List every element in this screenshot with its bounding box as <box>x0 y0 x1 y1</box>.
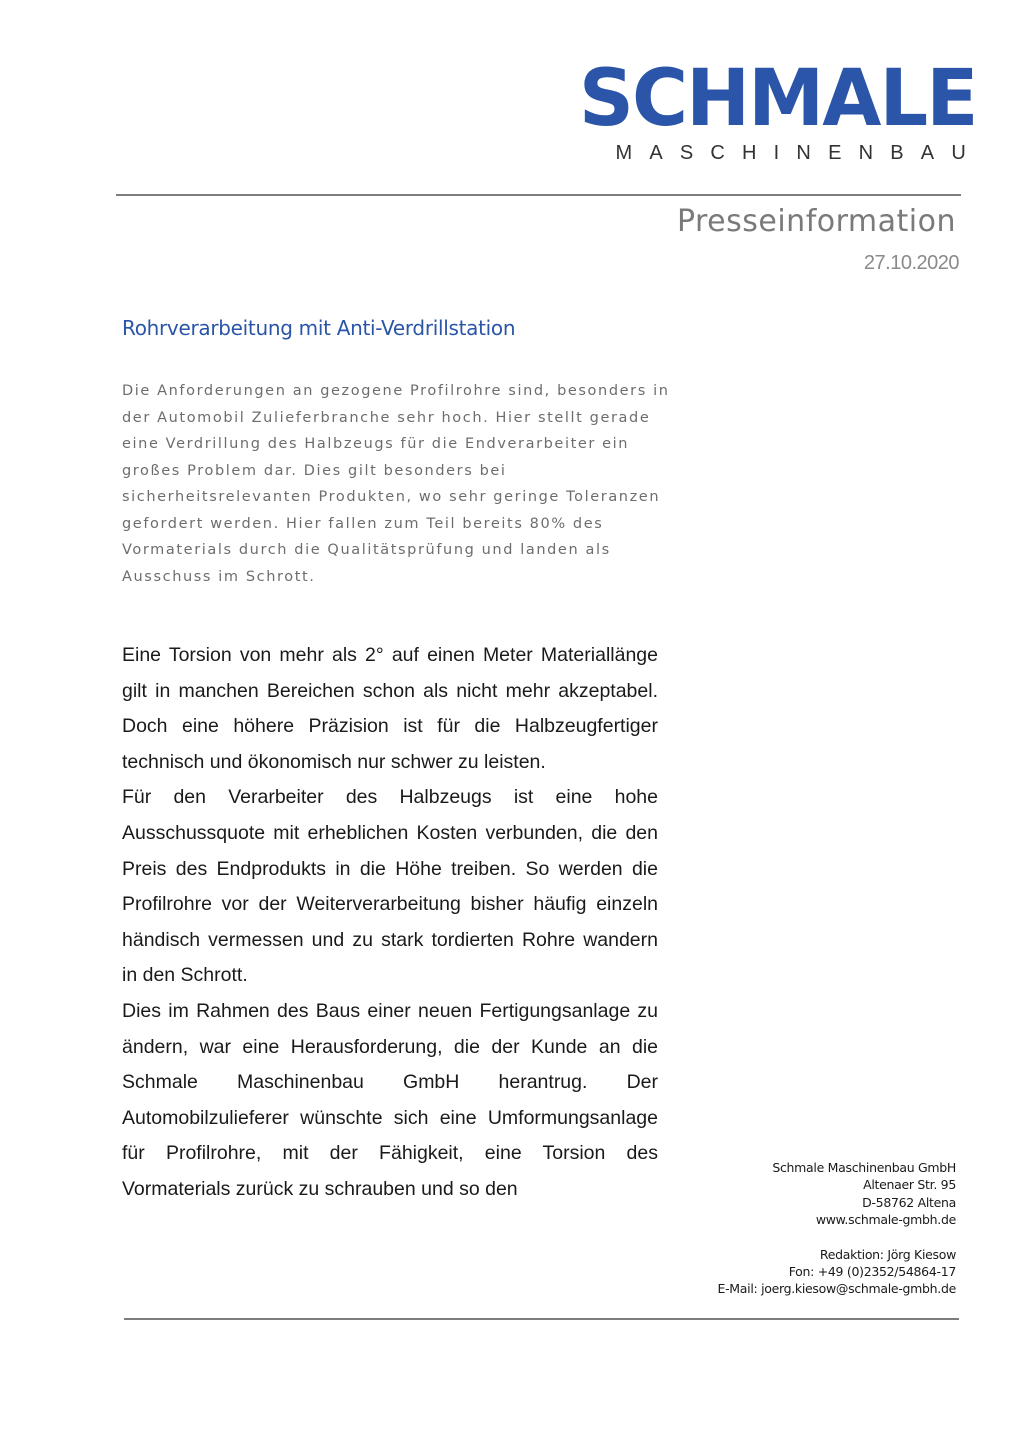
company-logo <box>571 54 983 165</box>
body-paragraph: Für den Verarbeiter des Halbzeugs ist eine hohe Ausschussquote mit erheblichen Kosten verbunden, die den Preis des Endprodukts in die Höhe treiben. So werden die Profilrohre vor der Weiterverarbeitung bisher häufig einzeln händisch vermessen und zu stark tordierten Rohre wandern in den Schrott. <box>122 786 658 987</box>
header-divider <box>116 194 961 196</box>
contact-email: E-Mail: joerg.kiesow@schmale-gmbh.de <box>717 1281 956 1297</box>
footer-divider <box>124 1318 959 1320</box>
document-date: 27.10.2020 <box>863 252 959 274</box>
body-paragraph: Dies im Rahmen des Baus einer neuen Fertigungsanlage zu ändern, war eine Herausforderung, die der Kunde an die Schmale Maschinenbau GmbH herantrug. Der Automobilzulieferer wünschte sich eine Umformungsanlage für Profilrohre, mit der Fähigkeit, eine Torsion des Vormaterials zurück zu schrauben und so den <box>122 999 658 1200</box>
body-paragraph: Eine Torsion von mehr als 2° auf einen Meter Materiallänge gilt in manchen Bereichen schon als nicht mehr akzeptabel. Doch eine höhere Präzision ist für die Halbzeugfertiger technisch und ökonomisch nur schwer zu leisten. <box>122 644 658 773</box>
logo-wordmark: SCHMALE <box>578 54 977 144</box>
contact-spacer <box>718 1229 957 1246</box>
contact-company: Schmale Maschinenbau GmbH <box>772 1160 956 1175</box>
document-type: Presseinformation <box>676 204 956 239</box>
lead-paragraph: Die Anforderungen an gezogene Profilrohre sind, besonders in der Automobil Zulieferbranche sehr hoch. Hier stellt gerade eine Verdrillung des Halbzeugs für die Endverarbeiter ein großes Problem dar. Dies gilt besonders bei sicherheitsrelevanten Produkten, wo sehr geringe Toleranzen gefordert werden. Hier fallen zum Teil bereits 80% des Vormaterials durch die Qualitätsprüfung und landen als Ausschuss im Schrott. <box>122 383 670 585</box>
article-body <box>122 638 658 1208</box>
contact-website: www.schmale-gmbh.de <box>815 1212 956 1228</box>
contact-phone: Fon: +49 (0)2352/54864-17 <box>788 1264 956 1280</box>
contact-block <box>718 1159 957 1298</box>
article-title: Rohrverarbeitung mit Anti-Verdrillstation <box>122 316 516 340</box>
contact-editor: Redaktion: Jörg Kiesow <box>819 1246 956 1262</box>
contact-street: Altenaer Str. 95 <box>863 1177 956 1193</box>
logo-subtitle: MASCHINENBAU <box>615 142 983 164</box>
contact-city: D-58762 Altena <box>862 1194 956 1210</box>
